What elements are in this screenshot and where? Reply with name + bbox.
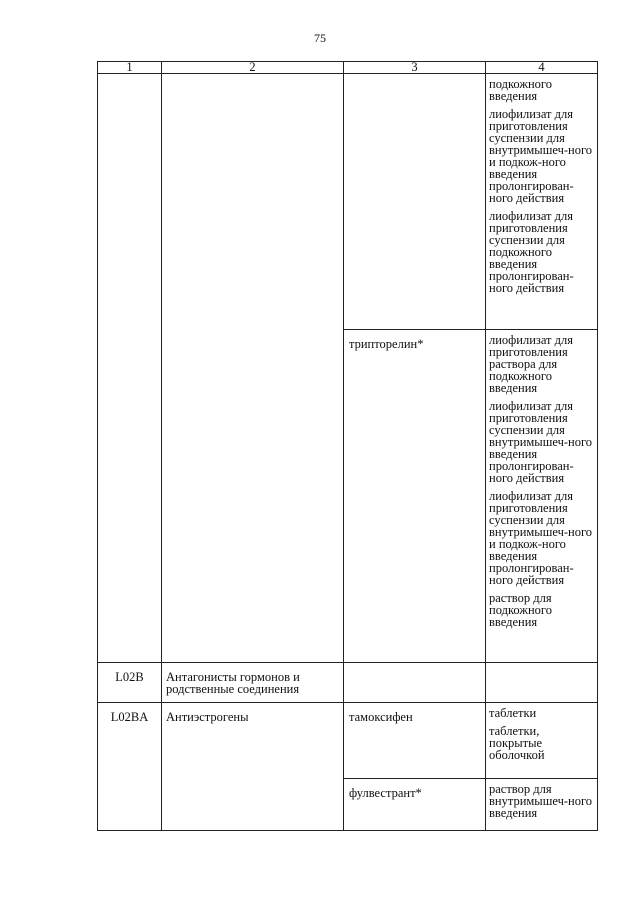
drug-name: тамоксифен [344, 703, 486, 779]
table-row [98, 74, 598, 330]
code-cell-empty [98, 74, 162, 663]
page-number: 75 [314, 31, 326, 45]
dosage-form: лиофилизат для приготовления суспензии для внутримышеч-ного и подкож-ного введения пролонгирован-ного действия [489, 489, 593, 587]
header-col-3: 3 [344, 62, 486, 74]
forms-cell-empty [486, 663, 598, 703]
forms-cell [486, 330, 598, 663]
drug-name: трипторелин* [344, 330, 486, 663]
drug-cell-empty [344, 74, 486, 330]
drug-cell-empty [344, 663, 486, 703]
forms-cell [486, 74, 598, 330]
header-col-2: 2 [162, 62, 344, 74]
dosage-form: таблетки, покрытые оболочкой [489, 724, 545, 762]
dosage-form: лиофилизат для приготовления суспензии для внутримышеч-ного введения пролонгирован-ного действия [489, 399, 593, 485]
group-name: Антагонисты гормонов и родственные соединения [162, 663, 344, 703]
dosage-form: раствор для подкожного введения [489, 591, 552, 629]
dosage-form: лиофилизат для приготовления раствора для подкожного введения [489, 333, 573, 395]
header-col-4: 4 [486, 62, 598, 74]
forms-cell [486, 703, 598, 779]
group-cell-empty [162, 74, 344, 663]
dosage-form: таблетки [489, 706, 537, 720]
dosage-form: подкожного введения [489, 77, 552, 103]
atc-code: L02BA [98, 703, 162, 831]
table-row [98, 663, 598, 703]
drug-name: фулвестрант* [344, 779, 486, 831]
dosage-form: раствор для внутримышеч-ного введения [489, 782, 593, 820]
forms-cell [486, 779, 598, 831]
header-row [98, 62, 598, 74]
atc-code: L02B [98, 663, 162, 703]
dosage-form: лиофилизат для приготовления суспензии для подкожного введения пролонгирован-ного действия [489, 209, 574, 295]
header-col-1: 1 [98, 62, 162, 74]
group-name: Антиэстрогены [162, 703, 344, 831]
drug-table [97, 61, 598, 831]
table-row [98, 703, 598, 779]
dosage-form: лиофилизат для приготовления суспензии для внутримышеч-ного и подкож-ного введения пролонгирован-ного действия [489, 107, 593, 205]
